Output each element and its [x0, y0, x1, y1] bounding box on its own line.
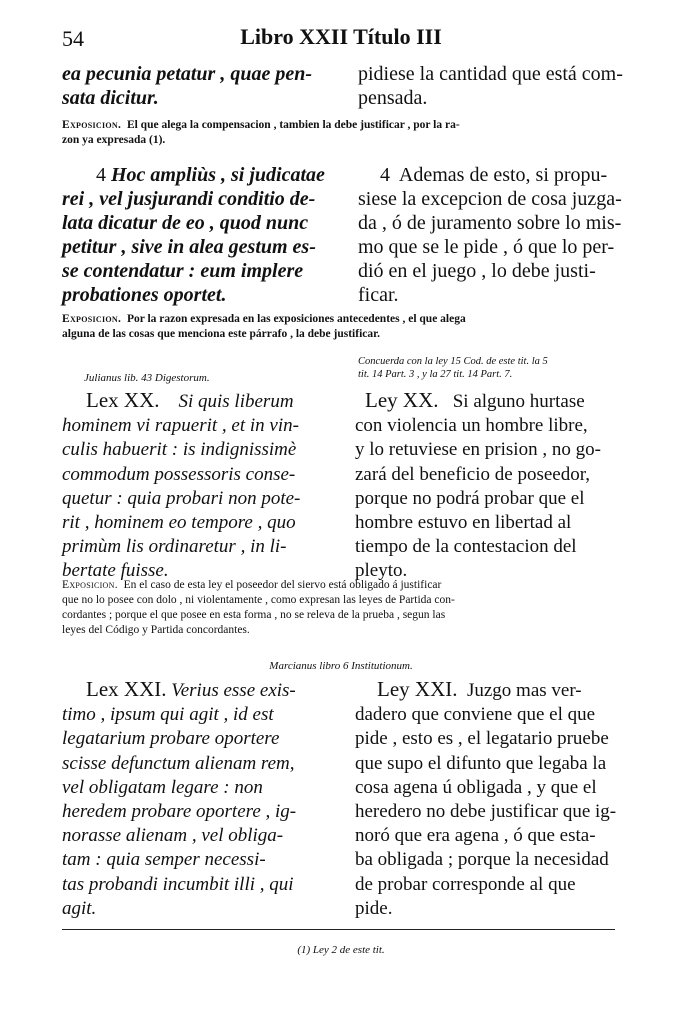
lex21-latin-heading: Lex XXI.	[86, 677, 167, 701]
lex20-latin-text: Si quis liberum hominem vi rapuerit , et in vin- culis habuerit : is indignissimè commodum possessoris conse- quetur : quia probari non pote- rit , hominem eo tempore , quo primùm lis ordinaretur , in li- bertate fuisse.	[62, 391, 301, 582]
top-spanish: pidiese la cantidad que está com- pensada.	[358, 63, 623, 109]
par4-latin-text: Hoc ampliùs , si judicatae rei , vel jusjurandi conditio de- lata dicatur de eo , quod nunc petitur , sive in alea gestum es- se contendatur : eum implere probationes oportet.	[62, 164, 325, 306]
par4-spanish-number: 4	[380, 164, 390, 186]
lex20-source: Julianus lib. 43 Digestorum.	[84, 372, 210, 384]
exposicion-2	[62, 312, 627, 342]
lex21-source: Marcianus libro 6 Institutionum.	[269, 660, 413, 672]
lex20-spanish-text: Si alguno hurtase con violencia un hombre libre, y lo retuviese en prision , no go- zará del beneficio de poseedor, porque no podrá probar que el hombre estuvo en libertad al tiempo de la contestacion del pleyto.	[355, 391, 601, 582]
lex20-latin-heading: Lex XX.	[86, 388, 160, 412]
running-title: Libro XXII Título III	[240, 24, 442, 49]
top-latin: ea pecunia petatur , quae pen- sata dicitur.	[62, 63, 312, 109]
lex21-latin-text: Verius esse exis- timo , ipsum qui agit , id est legatarium probare oportere scisse defunctum alienam rem, vel obligatam legare : non heredem probare oportere , ig- norasse alienam , vel obliga- tam : quia semper necessi- tas probandi incumbit illi , qui agit.	[62, 680, 297, 919]
lex21-spanish	[355, 677, 630, 921]
lex21-latin	[62, 677, 352, 921]
footnote-rule	[62, 929, 615, 930]
par4-latin-block	[62, 163, 352, 307]
exposicion-1	[62, 118, 622, 148]
par4-latin-number: 4	[96, 164, 106, 186]
exposicion-text: En el caso de esta ley el poseedor del siervo está obligado á justificar que no lo posee con dolo , ni violentamente , como expresan las leyes de Partida con- cordantes ; porque el que posee en esta forma , no se releva de la prueba , segun las leyes del Código y Partida concordantes.	[62, 579, 455, 636]
exposicion-text: Por la razon expresada en las exposiciones antecedentes , el que alega alguna de las cosas que menciona este párrafo , la debe justificar.	[62, 313, 466, 340]
exposicion-label: Exposicion.	[62, 313, 122, 325]
par4-spanish-text: Ademas de esto, si propu- siese la excepcion de cosa juzga- da , ó de juramento sobre lo mis- mo que se le pide , ó que lo per- dió en el juego , lo debe justi- ficar.	[358, 164, 622, 306]
par4-spanish-block	[358, 163, 626, 307]
lex21-spanish-text: Juzgo mas ver- dadero que conviene que el que pide , esto es , el legatario pruebe que supo el difunto que legaba la cosa agena ú obligada , y que el heredero no debe justificar que ig- noró que era agena , ó que esta- ba obligada ; porque la necesidad de probar corresponde al que pide.	[355, 680, 617, 919]
lex20-concordance: Concuerda con la ley 15 Cod. de este tit. la 5 tit. 14 Part. 3 , y la 27 tit. 14 Part. 7.	[358, 356, 548, 380]
lex20-spanish-heading: Ley XX.	[365, 388, 439, 412]
exposicion-label: Exposicion.	[62, 579, 118, 591]
exposicion-text: El que alega la compensacion , tambien la debe justificar , por la ra- zon ya expresada (1).	[62, 119, 460, 146]
footnote: (1) Ley 2 de este tit.	[297, 944, 385, 956]
lex21-spanish-heading: Ley XXI.	[377, 677, 458, 701]
lex20-spanish	[355, 388, 627, 584]
lex20-latin	[62, 388, 352, 584]
exposicion-label: Exposicion.	[62, 119, 122, 131]
page-number: 54	[62, 26, 84, 51]
exposicion-3	[62, 578, 627, 638]
